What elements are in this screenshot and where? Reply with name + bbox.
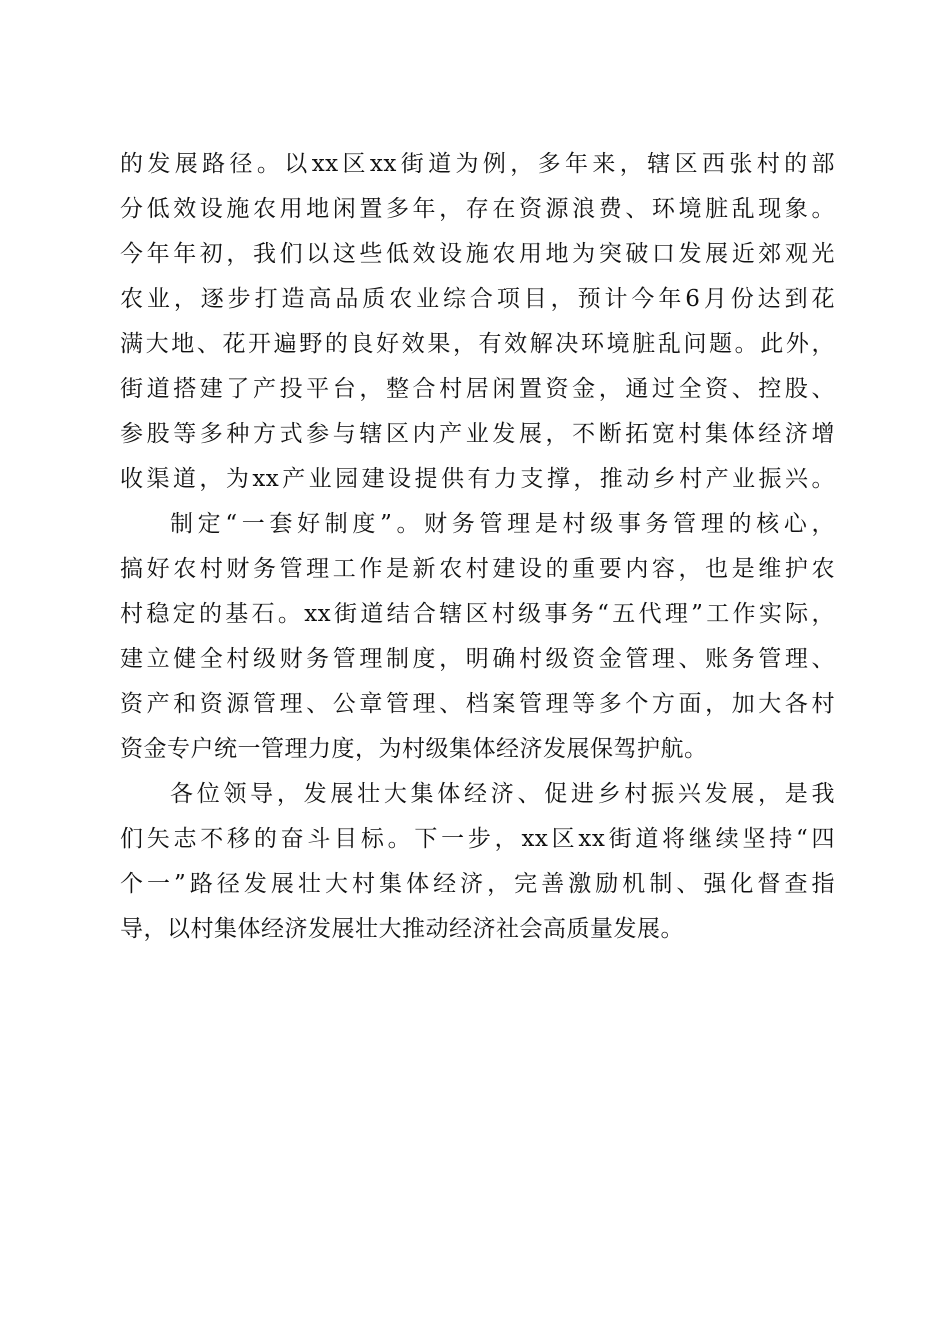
paragraph-closing bbox=[120, 772, 835, 952]
text-line: 搞好农村财务管理工作是新农村建设的重要内容，也是维护农 bbox=[120, 556, 835, 582]
document-body bbox=[120, 142, 835, 952]
text-line: 今年年初，我们以这些低效设施农用地为突破口发展近郊观光 bbox=[120, 241, 835, 267]
text-line: 村稳定的基石。xx街道结合辖区村级事务“五代理”工作实际， bbox=[120, 601, 835, 627]
text-line: 满大地、花开遍野的良好效果，有效解决环境脏乱问题。此外， bbox=[120, 331, 835, 357]
text-line: 资产和资源管理、公章管理、档案管理等多个方面，加大各村 bbox=[120, 691, 835, 717]
paragraph-financial-system bbox=[120, 502, 835, 772]
text-line: 建立健全村级财务管理制度，明确村级资金管理、账务管理、 bbox=[120, 646, 835, 672]
text-line: 农业，逐步打造高品质农业综合项目，预计今年6月份达到花 bbox=[120, 286, 835, 312]
text-line: 收渠道，为xx产业园建设提供有力支撑，推动乡村产业振兴。 bbox=[120, 466, 835, 492]
text-line: 制定“一套好制度”。财务管理是村级事务管理的核心， bbox=[170, 511, 835, 537]
text-line: 参股等多种方式参与辖区内产业发展，不断拓宽村集体经济增 bbox=[120, 421, 835, 447]
text-line: 们矢志不移的奋斗目标。下一步，xx区xx街道将继续坚持“四 bbox=[120, 826, 835, 852]
text-line: 资金专户统一管理力度，为村级集体经济发展保驾护航。 bbox=[120, 736, 708, 762]
paragraph-development-path bbox=[120, 142, 835, 502]
text-line: 街道搭建了产投平台，整合村居闲置资金，通过全资、控股、 bbox=[120, 376, 835, 402]
text-line: 各位领导，发展壮大集体经济、促进乡村振兴发展，是我 bbox=[170, 781, 835, 807]
text-line: 分低效设施农用地闲置多年，存在资源浪费、环境脏乱现象。 bbox=[120, 196, 835, 222]
text-line: 导，以村集体经济发展壮大推动经济社会高质量发展。 bbox=[120, 916, 684, 942]
text-line: 的发展路径。以xx区xx街道为例，多年来，辖区西张村的部 bbox=[120, 151, 835, 177]
text-line: 个一”路径发展壮大村集体经济，完善激励机制、强化督查指 bbox=[120, 871, 835, 897]
